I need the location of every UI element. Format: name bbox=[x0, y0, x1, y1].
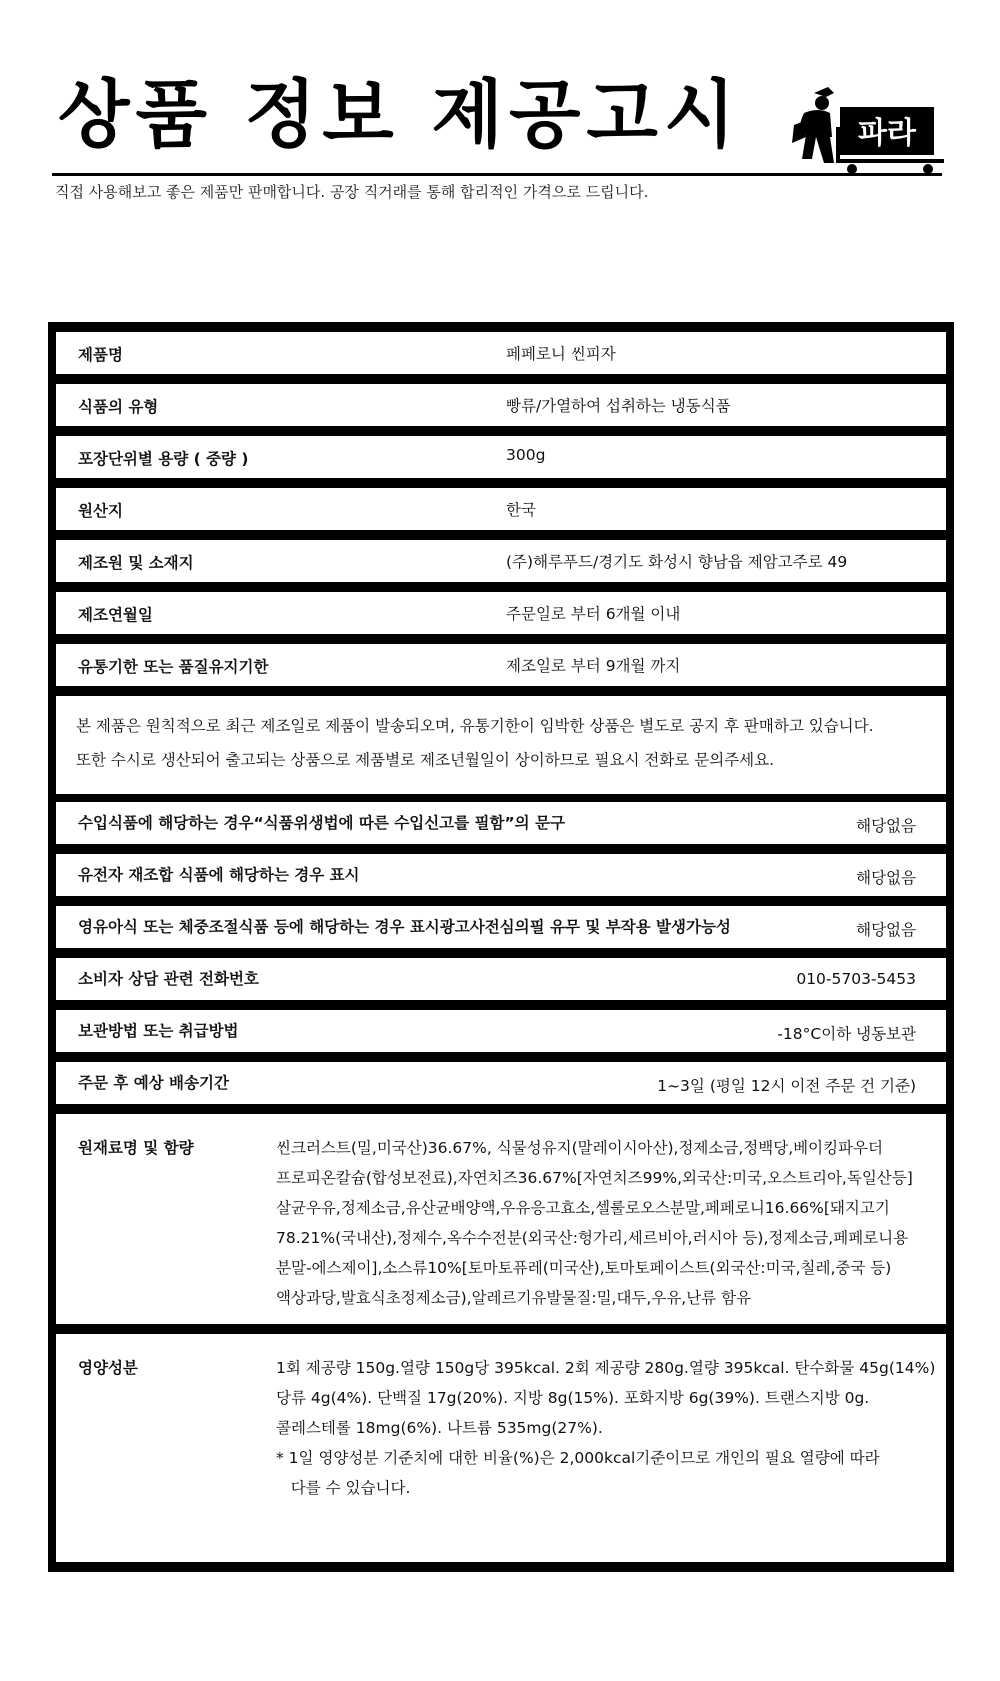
row-value: -18°C이하 냉동보관 bbox=[777, 1025, 916, 1043]
row-label: 제품명 bbox=[78, 346, 123, 364]
ingredient-line: 프로피온칼슘(합성보전료),자연치즈36.67%[자연치즈99%,외국산:미국,오스트리아,독일산등] bbox=[276, 1169, 913, 1187]
row-value: 해당없음 bbox=[856, 869, 916, 887]
row-value: 빵류/가열하여 섭취하는 냉동식품 bbox=[506, 397, 731, 415]
row-label: 보관방법 또는 취급방법 bbox=[78, 1022, 239, 1040]
info-row-weight bbox=[56, 436, 946, 478]
row-value: 1~3일 (평일 12시 이전 주문 건 기준) bbox=[657, 1077, 916, 1095]
info-row-delivery bbox=[56, 1062, 946, 1104]
delivery-logo-icon bbox=[790, 85, 950, 177]
notice-line: 또한 수시로 생산되어 출고되는 상품으로 제품별로 제조년월일이 상이하므로 필요시 전화로 문의주세요. bbox=[76, 751, 775, 769]
row-label: 영유아식 또는 체중조절식품 등에 해당하는 경우 표시광고사전심의필 유무 및 부작용 발생가능성 bbox=[78, 918, 731, 936]
row-value: 페페로니 씬피자 bbox=[506, 345, 616, 363]
info-row-gmo bbox=[56, 854, 946, 896]
nutrition-line: * 1일 영양성분 기준치에 대한 비율(%)은 2,000kcal기준이므로 개인의 필요 열량에 따라 bbox=[276, 1449, 880, 1467]
row-label: 유통기한 또는 품질유지기한 bbox=[78, 658, 269, 676]
row-label: 유전자 재조합 식품에 해당하는 경우 표시 bbox=[78, 866, 360, 884]
ingredients-label: 원재료명 및 함량 bbox=[78, 1139, 194, 1157]
info-row-storage bbox=[56, 1010, 946, 1052]
notice-line: 본 제품은 원칙적으로 최근 제조일로 제품이 발송되오며, 유통기한이 임박한 상품은 별도로 공지 후 판매하고 있습니다. bbox=[76, 717, 874, 735]
row-value: 해당없음 bbox=[856, 921, 916, 939]
row-label: 제조원 및 소재지 bbox=[78, 554, 194, 572]
info-row-food-type bbox=[56, 384, 946, 426]
row-label: 주문 후 예상 배송기간 bbox=[78, 1074, 229, 1092]
info-row-expiry bbox=[56, 644, 946, 686]
logo-text: 파라 bbox=[858, 116, 916, 151]
info-row-product-name bbox=[56, 332, 946, 374]
row-value: 주문일로 부터 6개월 이내 bbox=[506, 605, 681, 623]
row-label: 포장단위별 용량 ( 중량 ) bbox=[78, 450, 249, 468]
info-row-infant-diet bbox=[56, 906, 946, 948]
page-title: 상품 정보 제공고시 bbox=[58, 72, 742, 158]
nutrition-line: 당류 4g(4%). 단백질 17g(20%). 지방 8g(15%). 포화지방 6g(39%). 트랜스지방 0g. bbox=[276, 1389, 870, 1407]
nutrition-line: 1회 제공량 150g.열량 150g당 395kcal. 2회 제공량 280g.열량 395kcal. 탄수화물 45g(14%) bbox=[276, 1359, 936, 1377]
row-label: 소비자 상담 관련 전화번호 bbox=[78, 970, 259, 988]
row-value: 제조일로 부터 9개월 까지 bbox=[506, 657, 681, 675]
nutrition-label: 영양성분 bbox=[78, 1359, 138, 1377]
row-value: 한국 bbox=[506, 501, 536, 519]
row-label: 제조연월일 bbox=[78, 606, 153, 624]
info-row-import-notice bbox=[56, 802, 946, 844]
nutrition-line: 다를 수 있습니다. bbox=[276, 1479, 411, 1497]
row-value: (주)해루푸드/경기도 화성시 향남읍 제암고주로 49 bbox=[506, 553, 848, 571]
phone-number: 010-5703-5453 bbox=[796, 970, 916, 988]
notice-block bbox=[56, 696, 946, 794]
ingredient-line: 액상과당,발효식초정제소금),알레르기유발물질:밀,대두,우유,난류 함유 bbox=[276, 1289, 752, 1307]
row-value: 300g bbox=[506, 446, 546, 464]
page-subtitle: 직접 사용해보고 좋은 제품만 판매합니다. 공장 직거래를 통해 합리적인 가격으로 드립니다. bbox=[55, 183, 649, 201]
ingredient-line: 씬크러스트(밀,미국산)36.67%, 식물성유지(말레이시아산),정제소금,정백당,베이킹파우더 bbox=[276, 1139, 883, 1157]
info-row-manufacturer bbox=[56, 540, 946, 582]
info-row-phone bbox=[56, 958, 946, 1000]
product-info-table bbox=[48, 322, 954, 1572]
info-row-origin bbox=[56, 488, 946, 530]
nutrition-line: 콜레스테롤 18mg(6%). 나트륨 535mg(27%). bbox=[276, 1419, 603, 1437]
info-row-manufacture-date bbox=[56, 592, 946, 634]
row-label: 수입식품에 해당하는 경우“식품위생법에 따른 수입신고를 필함”의 문구 bbox=[78, 814, 565, 832]
ingredients-block bbox=[56, 1114, 946, 1324]
row-value: 해당없음 bbox=[856, 817, 916, 835]
row-label: 식품의 유형 bbox=[78, 398, 159, 416]
nutrition-block bbox=[56, 1334, 946, 1562]
ingredient-line: 78.21%(국내산),정제수,옥수수전분(외국산:헝가리,세르비아,러시아 등),정제소금,페페로니용 bbox=[276, 1229, 909, 1247]
ingredient-line: 분말-에스제이],소스류10%[토마토퓨레(미국산),토마토페이스트(외국산:미국,칠레,중국 등) bbox=[276, 1259, 892, 1277]
ingredient-line: 살균우유,정제소금,유산균배양액,우유응고효소,셀룰로오스분말,페페로니16.66%[돼지고기 bbox=[276, 1199, 890, 1217]
row-label: 원산지 bbox=[78, 502, 123, 520]
